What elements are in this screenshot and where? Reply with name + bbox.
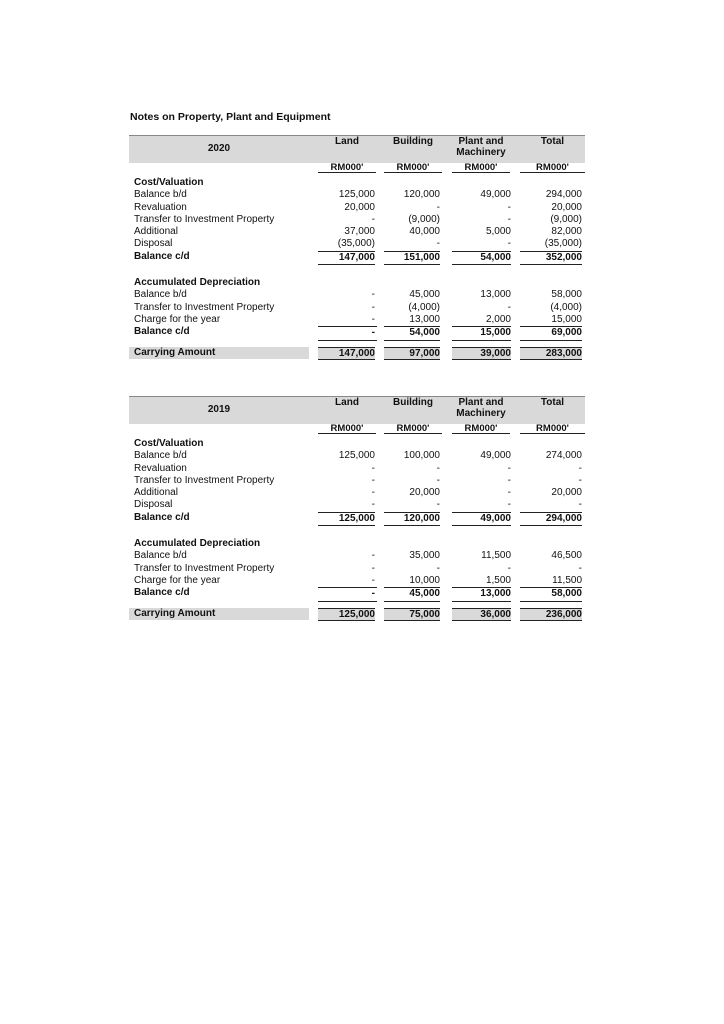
cell-value: - [436,499,440,511]
header-underline [384,433,442,434]
table-row [129,499,585,511]
table-row [129,326,585,338]
carrying-amount-value: 125,000 [318,608,375,621]
unit-label: RM000' [464,423,498,434]
unit-label: RM000' [396,423,430,434]
header-underline [520,172,585,173]
cell-value: (4,000) [408,301,440,313]
cell-value: 35,000 [409,550,440,562]
page-title: Notes on Property, Plant and Equipment [130,111,331,123]
row-label: Balance b/d [134,189,187,201]
cell-value: - [578,562,582,574]
cell-value: - [578,499,582,511]
year-label: 2019 [207,404,231,415]
cell-value: 82,000 [551,226,582,238]
cell-value: - [507,238,511,250]
section-heading: Accumulated Depreciation [134,277,261,289]
cell-value: 58,000 [551,289,582,301]
carrying-amount-value: 147,000 [318,347,375,360]
table-row [129,463,585,475]
carrying-amount-row [129,608,585,620]
cell-value: 45,000 [409,289,440,301]
cell-value: 125,000 [338,189,375,201]
cell-value: 49,000 [480,450,511,462]
cell-value: 54,000 [452,251,511,265]
cell-value: - [371,499,375,511]
cell-value: 45,000 [384,587,440,601]
cell-value: - [436,201,440,213]
cell-value: - [507,462,511,474]
cell-value: - [507,201,511,213]
table-header [129,396,585,433]
table-row [129,302,585,314]
cell-value: - [318,326,377,340]
row-label: Balance c/d [134,511,190,523]
row-label: Revaluation [134,462,187,474]
cell-value: 100,000 [403,450,440,462]
cell-value: 13,000 [409,313,440,325]
cell-value: - [371,487,375,499]
cell-value: - [371,574,375,586]
table-row [129,238,585,250]
cell-value: 13,000 [452,587,511,601]
column-header: Building [393,397,433,408]
table-row [129,189,585,201]
cell-value: (9,000) [550,213,582,225]
row-label: Balance c/d [134,326,190,338]
cell-value: 125,000 [338,450,375,462]
cell-value: 294,000 [520,512,582,526]
cell-value: - [507,499,511,511]
column-header: Plant and Machinery [456,136,506,158]
table-row [129,512,585,524]
cell-value: - [371,213,375,225]
cell-value: (35,000) [337,238,375,250]
carrying-amount-value: 236,000 [520,608,582,621]
cell-value: 49,000 [452,512,511,526]
row-label: Balance c/d [134,587,190,599]
cell-value: 13,000 [480,289,511,301]
table-header [129,135,585,172]
header-underline [318,433,376,434]
cell-value: - [436,562,440,574]
cell-value: 2,000 [485,313,511,325]
header-underline [452,433,510,434]
cell-value: - [578,474,582,486]
cell-value: 274,000 [545,450,582,462]
row-label: Transfer to Investment Property [134,474,275,486]
column-header: Building [393,136,433,147]
cell-value: 352,000 [520,251,582,265]
row-label: Charge for the year [134,313,221,325]
year-label: 2020 [207,143,231,154]
cell-value: 294,000 [545,189,582,201]
cell-value: 125,000 [318,512,375,526]
cell-value: (4,000) [550,301,582,313]
carrying-amount-value: 283,000 [520,347,582,360]
cell-value: - [507,474,511,486]
unit-label: RM000' [330,423,364,434]
cell-value: - [371,474,375,486]
cell-value: - [371,562,375,574]
cell-value: 69,000 [520,326,582,340]
cell-value: 120,000 [403,189,440,201]
cell-value: (9,000) [408,213,440,225]
cell-value: - [436,474,440,486]
cell-value: 20,000 [551,201,582,213]
carrying-amount-value: 97,000 [384,347,440,360]
cell-value: 37,000 [344,226,375,238]
section-heading: Cost/Valuation [134,177,204,188]
table-row [129,289,585,301]
row-label: Additional [134,487,178,499]
cell-value: 54,000 [384,326,440,340]
row-label: Transfer to Investment Property [134,213,275,225]
table-row [129,251,585,263]
cell-value: - [371,462,375,474]
cell-value: 120,000 [384,512,440,526]
cell-value: 20,000 [551,487,582,499]
cell-value: 49,000 [480,189,511,201]
column-header: Total [540,136,565,147]
section-gap [129,263,585,277]
column-header: Plant and Machinery [456,397,506,419]
cell-value: - [507,562,511,574]
cell-value: 147,000 [318,251,375,265]
carrying-amount-label: Carrying Amount [134,346,216,358]
cell-value: 11,500 [481,550,511,562]
cell-value: 46,500 [551,550,582,562]
table-row [129,575,585,587]
cell-value: 15,000 [452,326,511,340]
table-row [129,202,585,214]
row-label: Additional [134,226,178,238]
table-row [129,475,585,487]
cell-value: 20,000 [409,487,440,499]
row-label: Disposal [134,499,173,511]
unit-label: RM000' [536,162,569,173]
cell-value: - [371,313,375,325]
table-row [129,563,585,575]
unit-label: RM000' [396,162,430,173]
row-label: Disposal [134,238,173,250]
row-label: Balance b/d [134,289,187,301]
table-row [129,314,585,326]
cell-value: 10,000 [409,574,440,586]
section-heading-row [129,177,585,189]
section-heading-row [129,438,585,450]
table-row [129,587,585,599]
cell-value: 58,000 [520,587,582,601]
column-header: Land [335,136,359,147]
header-underline [384,172,442,173]
row-label: Transfer to Investment Property [134,301,275,313]
cell-value: - [507,213,511,225]
cell-value: - [371,301,375,313]
carrying-amount-value: 36,000 [452,608,511,621]
carrying-amount-value: 39,000 [452,347,511,360]
section-heading-row [129,538,585,550]
header-underline [452,172,510,173]
row-label: Transfer to Investment Property [134,562,275,574]
cell-value: - [578,462,582,474]
cell-value: - [371,289,375,301]
header-underline [520,433,585,434]
ppe-table-2019 [129,396,585,620]
cell-value: 20,000 [344,201,375,213]
cell-value: 5,000 [485,226,511,238]
cell-value: 11,500 [552,574,582,586]
cell-value: - [436,462,440,474]
cell-value: - [318,587,377,601]
section-heading: Accumulated Depreciation [134,538,261,550]
table-row [129,226,585,238]
table-row [129,550,585,562]
cell-value: 40,000 [409,226,440,238]
unit-label: RM000' [464,162,498,173]
unit-label: RM000' [536,423,569,434]
table-row [129,487,585,499]
cell-value: - [436,238,440,250]
carrying-amount-value: 75,000 [384,608,440,621]
table-row [129,214,585,226]
section-gap [129,524,585,538]
column-header: Land [335,397,359,408]
row-label: Balance b/d [134,550,187,562]
cell-value: - [507,301,511,313]
header-underline [318,172,376,173]
carrying-amount-label: Carrying Amount [134,607,216,619]
cell-value: 1,500 [485,574,511,586]
row-label: Balance b/d [134,450,187,462]
row-label: Charge for the year [134,574,221,586]
cell-value: - [371,550,375,562]
section-heading-row [129,277,585,289]
row-label: Balance c/d [134,250,190,262]
unit-label: RM000' [330,162,364,173]
cell-value: 151,000 [384,251,440,265]
row-label: Revaluation [134,201,187,213]
carrying-amount-row [129,347,585,359]
table-row [129,450,585,462]
cell-value: (35,000) [544,238,582,250]
cell-value: - [507,487,511,499]
column-header: Total [540,397,565,408]
section-heading: Cost/Valuation [134,438,204,449]
cell-value: 15,000 [551,313,582,325]
ppe-table-2020 [129,135,585,359]
